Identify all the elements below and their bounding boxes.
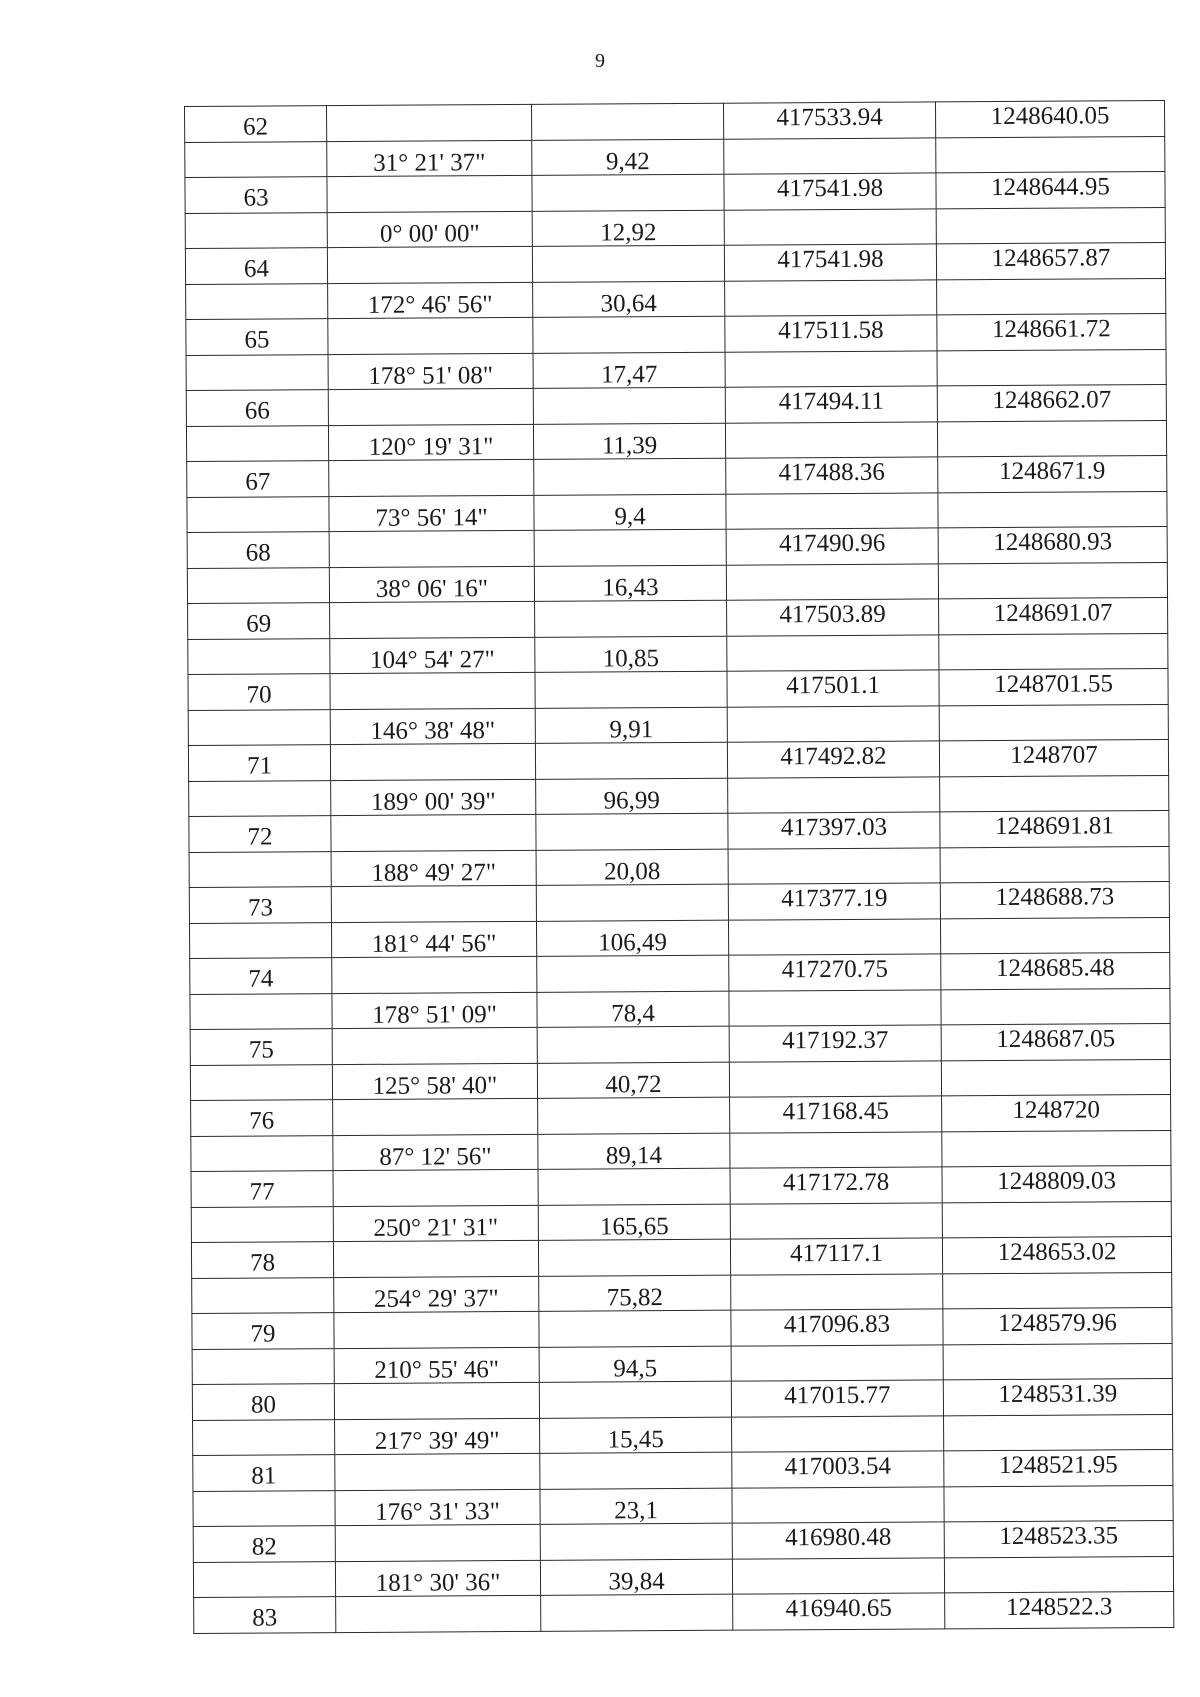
y-coordinate-cell: 1248720: [942, 1094, 1171, 1131]
segment-row: [191, 1201, 1171, 1242]
point-row: [185, 172, 1165, 213]
distance-cell: 15,45: [540, 1417, 732, 1454]
direction-angle-cell: 0° 00' 00": [327, 211, 532, 248]
direction-angle-cell: 120° 19' 31": [328, 424, 533, 461]
empty-cell: [534, 458, 726, 495]
segment-row: [186, 278, 1166, 319]
empty-cell: [732, 1415, 944, 1452]
empty-cell: [334, 1382, 539, 1419]
y-coordinate-cell: 1248680.93: [938, 527, 1167, 564]
empty-cell: [185, 141, 327, 177]
point-number-cell: 73: [189, 887, 331, 923]
direction-angle-cell: 31° 21' 37": [327, 140, 532, 177]
empty-cell: [725, 350, 937, 387]
point-number-cell: 68: [187, 532, 329, 568]
segment-row: [189, 846, 1169, 887]
empty-cell: [541, 1594, 733, 1631]
segment-row: [189, 775, 1169, 816]
empty-cell: [335, 1524, 540, 1561]
empty-cell: [732, 1486, 944, 1523]
direction-angle-cell: 176° 31' 33": [335, 1489, 540, 1526]
empty-cell: [189, 851, 331, 887]
empty-cell: [731, 1273, 943, 1310]
direction-angle-cell: 172° 46' 56": [328, 282, 533, 319]
empty-cell: [943, 1272, 1172, 1309]
empty-cell: [189, 922, 331, 958]
empty-cell: [727, 634, 939, 671]
y-coordinate-cell: 1248523.35: [944, 1520, 1173, 1557]
empty-cell: [937, 349, 1166, 386]
empty-cell: [190, 1064, 332, 1100]
direction-angle-cell: 125° 58' 40": [332, 1063, 537, 1100]
empty-cell: [186, 425, 328, 461]
empty-cell: [729, 989, 941, 1026]
empty-cell: [940, 775, 1169, 812]
y-coordinate-cell: 1248691.81: [940, 810, 1169, 847]
point-number-cell: 74: [190, 958, 332, 994]
segment-row: [187, 491, 1167, 532]
point-row: [186, 385, 1166, 426]
empty-cell: [537, 955, 729, 992]
direction-angle-cell: 254° 29' 37": [334, 1276, 539, 1313]
empty-cell: [186, 354, 328, 390]
empty-cell: [732, 1557, 944, 1594]
distance-cell: 75,82: [539, 1275, 731, 1312]
y-coordinate-cell: 1248691.07: [939, 598, 1168, 635]
x-coordinate-cell: 417397.03: [728, 812, 940, 849]
empty-cell: [729, 1060, 941, 1097]
y-coordinate-cell: 1248531.39: [943, 1378, 1172, 1415]
point-row: [189, 810, 1169, 851]
empty-cell: [190, 993, 332, 1029]
empty-cell: [728, 776, 940, 813]
empty-cell: [193, 1419, 335, 1455]
x-coordinate-cell: 417003.54: [732, 1451, 944, 1488]
x-coordinate-cell: 417503.89: [727, 599, 939, 636]
point-number-cell: 77: [191, 1171, 333, 1207]
empty-cell: [535, 671, 727, 708]
point-row: [194, 1591, 1174, 1632]
x-coordinate-cell: 417015.77: [731, 1380, 943, 1417]
empty-cell: [187, 496, 329, 532]
empty-cell: [728, 847, 940, 884]
point-row: [190, 1023, 1170, 1064]
empty-cell: [532, 174, 724, 211]
empty-cell: [331, 814, 536, 851]
point-row: [191, 1165, 1171, 1206]
empty-cell: [937, 420, 1166, 457]
y-coordinate-cell: 1248661.72: [937, 314, 1166, 351]
distance-cell: 16,43: [534, 565, 726, 602]
empty-cell: [539, 1381, 731, 1418]
direction-angle-cell: 178° 51' 08": [328, 353, 533, 390]
y-coordinate-cell: 1248657.87: [936, 243, 1165, 280]
segment-row: [193, 1485, 1173, 1526]
empty-cell: [327, 175, 532, 212]
y-coordinate-cell: 1248707: [939, 739, 1168, 776]
direction-angle-cell: 38° 06' 16": [329, 566, 534, 603]
y-coordinate-cell: 1248653.02: [942, 1236, 1171, 1273]
point-row: [192, 1378, 1172, 1419]
x-coordinate-cell: 417511.58: [725, 315, 937, 352]
empty-cell: [540, 1452, 732, 1489]
point-row: [190, 952, 1170, 993]
empty-cell: [943, 1343, 1172, 1380]
x-coordinate-cell: 416940.65: [733, 1593, 945, 1630]
segment-row: [188, 704, 1168, 745]
empty-cell: [730, 1131, 942, 1168]
empty-cell: [944, 1556, 1173, 1593]
empty-cell: [937, 278, 1166, 315]
point-row: [189, 881, 1169, 922]
empty-cell: [939, 633, 1168, 670]
empty-cell: [944, 1485, 1173, 1522]
segment-row: [188, 633, 1168, 674]
x-coordinate-cell: 417377.19: [728, 883, 940, 920]
point-number-cell: 65: [186, 319, 328, 355]
y-coordinate-cell: 1248701.55: [939, 668, 1168, 705]
segment-row: [189, 917, 1169, 958]
empty-cell: [538, 1097, 730, 1134]
distance-cell: 165,65: [538, 1204, 730, 1241]
empty-cell: [538, 1239, 730, 1276]
empty-cell: [333, 1098, 538, 1135]
segment-row: [190, 1059, 1170, 1100]
empty-cell: [331, 885, 536, 922]
point-number-cell: 64: [185, 248, 327, 284]
empty-cell: [328, 317, 533, 354]
y-coordinate-cell: 1248687.05: [941, 1023, 1170, 1060]
empty-cell: [731, 1344, 943, 1381]
x-coordinate-cell: 417492.82: [727, 741, 939, 778]
x-coordinate-cell: 417541.98: [724, 244, 936, 281]
x-coordinate-cell: 417168.45: [730, 1096, 942, 1133]
empty-cell: [730, 1202, 942, 1239]
direction-angle-cell: 146° 38' 48": [330, 708, 535, 745]
direction-angle-cell: 87° 12' 56": [333, 1134, 538, 1171]
empty-cell: [942, 1201, 1171, 1238]
empty-cell: [330, 672, 535, 709]
empty-cell: [725, 421, 937, 458]
distance-cell: 39,84: [540, 1559, 732, 1596]
point-number-cell: 80: [192, 1384, 334, 1420]
empty-cell: [330, 743, 535, 780]
point-number-cell: 71: [188, 745, 330, 781]
empty-cell: [191, 1206, 333, 1242]
empty-cell: [533, 387, 725, 424]
point-row: [186, 314, 1166, 355]
distance-cell: 11,39: [533, 423, 725, 460]
empty-cell: [936, 207, 1165, 244]
x-coordinate-cell: 417541.98: [724, 173, 936, 210]
empty-cell: [942, 1130, 1171, 1167]
distance-cell: 23,1: [540, 1488, 732, 1525]
segment-row: [185, 136, 1165, 177]
y-coordinate-cell: 1248662.07: [937, 385, 1166, 422]
point-row: [187, 456, 1167, 497]
distance-cell: 30,64: [533, 281, 725, 318]
x-coordinate-cell: 417192.37: [729, 1025, 941, 1062]
distance-cell: 40,72: [537, 1062, 729, 1099]
point-number-cell: 70: [188, 674, 330, 710]
empty-cell: [192, 1348, 334, 1384]
empty-cell: [539, 1310, 731, 1347]
distance-cell: 89,14: [538, 1133, 730, 1170]
y-coordinate-cell: 1248809.03: [942, 1165, 1171, 1202]
empty-cell: [535, 600, 727, 637]
direction-angle-cell: 178° 51' 09": [332, 992, 537, 1029]
direction-angle-cell: 104° 54' 27": [330, 637, 535, 674]
empty-cell: [533, 316, 725, 353]
segment-row: [191, 1130, 1171, 1171]
empty-cell: [534, 529, 726, 566]
x-coordinate-cell: 417488.36: [726, 457, 938, 494]
x-coordinate-cell: 416980.48: [732, 1522, 944, 1559]
point-number-cell: 78: [191, 1242, 333, 1278]
segment-row: [190, 988, 1170, 1029]
empty-cell: [536, 884, 728, 921]
x-coordinate-cell: 417270.75: [729, 954, 941, 991]
empty-cell: [333, 1240, 538, 1277]
empty-cell: [940, 846, 1169, 883]
empty-cell: [941, 1059, 1170, 1096]
point-row: [193, 1449, 1173, 1490]
empty-cell: [334, 1311, 539, 1348]
empty-cell: [939, 704, 1168, 741]
distance-cell: 10,85: [535, 636, 727, 673]
segment-row: [192, 1343, 1172, 1384]
point-number-cell: 83: [194, 1597, 336, 1633]
empty-cell: [193, 1561, 335, 1597]
y-coordinate-cell: 1248521.95: [944, 1449, 1173, 1486]
x-coordinate-cell: 417501.1: [727, 670, 939, 707]
point-number-cell: 63: [185, 177, 327, 213]
empty-cell: [329, 459, 534, 496]
empty-cell: [327, 246, 532, 283]
empty-cell: [944, 1414, 1173, 1451]
direction-angle-cell: 181° 30' 36": [335, 1560, 540, 1597]
empty-cell: [726, 492, 938, 529]
empty-cell: [193, 1490, 335, 1526]
empty-cell: [187, 567, 329, 603]
empty-cell: [936, 136, 1165, 173]
distance-cell: 12,92: [532, 210, 724, 247]
empty-cell: [724, 137, 936, 174]
point-number-cell: 72: [189, 816, 331, 852]
point-number-cell: 69: [188, 603, 330, 639]
direction-angle-cell: 189° 00' 39": [331, 779, 536, 816]
empty-cell: [327, 104, 532, 141]
direction-angle-cell: 73° 56' 14": [329, 495, 534, 532]
empty-cell: [191, 1135, 333, 1171]
y-coordinate-cell: 1248671.9: [938, 456, 1167, 493]
direction-angle-cell: 250° 21' 31": [333, 1205, 538, 1242]
empty-cell: [185, 212, 327, 248]
direction-angle-cell: 188° 49' 27": [331, 850, 536, 887]
point-row: [185, 101, 1165, 142]
empty-cell: [532, 245, 724, 282]
empty-cell: [724, 208, 936, 245]
distance-cell: 106,49: [536, 920, 728, 957]
empty-cell: [938, 491, 1167, 528]
point-row: [188, 739, 1168, 780]
point-number-cell: 79: [192, 1313, 334, 1349]
empty-cell: [941, 988, 1170, 1025]
coordinates-table: [184, 100, 1174, 1633]
y-coordinate-cell: 1248688.73: [940, 881, 1169, 918]
x-coordinate-cell: 417533.94: [723, 102, 935, 139]
distance-cell: 20,08: [536, 849, 728, 886]
direction-angle-cell: 210° 55' 46": [334, 1347, 539, 1384]
point-number-cell: 81: [193, 1455, 335, 1491]
distance-cell: 17,47: [533, 352, 725, 389]
empty-cell: [725, 279, 937, 316]
empty-cell: [186, 283, 328, 319]
empty-cell: [531, 103, 723, 140]
empty-cell: [328, 388, 533, 425]
empty-cell: [335, 1453, 540, 1490]
x-coordinate-cell: 417117.1: [730, 1238, 942, 1275]
y-coordinate-cell: 1248522.3: [945, 1591, 1174, 1628]
empty-cell: [940, 917, 1169, 954]
distance-cell: 94,5: [539, 1346, 731, 1383]
direction-angle-cell: 217° 39' 49": [335, 1418, 540, 1455]
empty-cell: [188, 638, 330, 674]
point-row: [192, 1307, 1172, 1348]
point-row: [193, 1520, 1173, 1561]
empty-cell: [336, 1595, 541, 1632]
point-number-cell: 67: [187, 461, 329, 497]
page-number: 9: [595, 50, 605, 72]
distance-cell: 9,4: [534, 494, 726, 531]
y-coordinate-cell: 1248644.95: [936, 172, 1165, 209]
empty-cell: [538, 1168, 730, 1205]
distance-cell: 78,4: [537, 991, 729, 1028]
empty-cell: [535, 742, 727, 779]
point-row: [188, 668, 1168, 709]
point-number-cell: 82: [193, 1526, 335, 1562]
empty-cell: [537, 1026, 729, 1063]
x-coordinate-cell: 417172.78: [730, 1167, 942, 1204]
segment-row: [193, 1556, 1173, 1597]
segment-row: [185, 207, 1165, 248]
point-row: [187, 527, 1167, 568]
point-row: [188, 598, 1168, 639]
empty-cell: [726, 563, 938, 600]
empty-cell: [192, 1277, 334, 1313]
segment-row: [186, 420, 1166, 461]
point-row: [191, 1236, 1171, 1277]
direction-angle-cell: 181° 44' 56": [331, 921, 536, 958]
empty-cell: [188, 709, 330, 745]
empty-cell: [329, 530, 534, 567]
point-row: [191, 1094, 1171, 1135]
empty-cell: [189, 780, 331, 816]
empty-cell: [333, 1169, 538, 1206]
empty-cell: [330, 601, 535, 638]
coordinates-table-body: [185, 101, 1174, 1633]
empty-cell: [728, 918, 940, 955]
y-coordinate-cell: 1248685.48: [941, 952, 1170, 989]
x-coordinate-cell: 417494.11: [725, 386, 937, 423]
distance-cell: 9,42: [532, 139, 724, 176]
empty-cell: [727, 705, 939, 742]
empty-cell: [540, 1523, 732, 1560]
y-coordinate-cell: 1248640.05: [935, 101, 1164, 138]
distance-cell: 9,91: [535, 707, 727, 744]
y-coordinate-cell: 1248579.96: [943, 1307, 1172, 1344]
point-number-cell: 75: [190, 1029, 332, 1065]
segment-row: [187, 562, 1167, 603]
segment-row: [192, 1272, 1172, 1313]
point-row: [185, 243, 1165, 284]
x-coordinate-cell: 417096.83: [731, 1309, 943, 1346]
point-number-cell: 76: [191, 1100, 333, 1136]
empty-cell: [938, 562, 1167, 599]
segment-row: [193, 1414, 1173, 1455]
empty-cell: [536, 813, 728, 850]
empty-cell: [332, 956, 537, 993]
empty-cell: [332, 1027, 537, 1064]
segment-row: [186, 349, 1166, 390]
point-number-cell: 62: [185, 106, 327, 142]
distance-cell: 96,99: [536, 778, 728, 815]
point-number-cell: 66: [186, 390, 328, 426]
x-coordinate-cell: 417490.96: [726, 528, 938, 565]
